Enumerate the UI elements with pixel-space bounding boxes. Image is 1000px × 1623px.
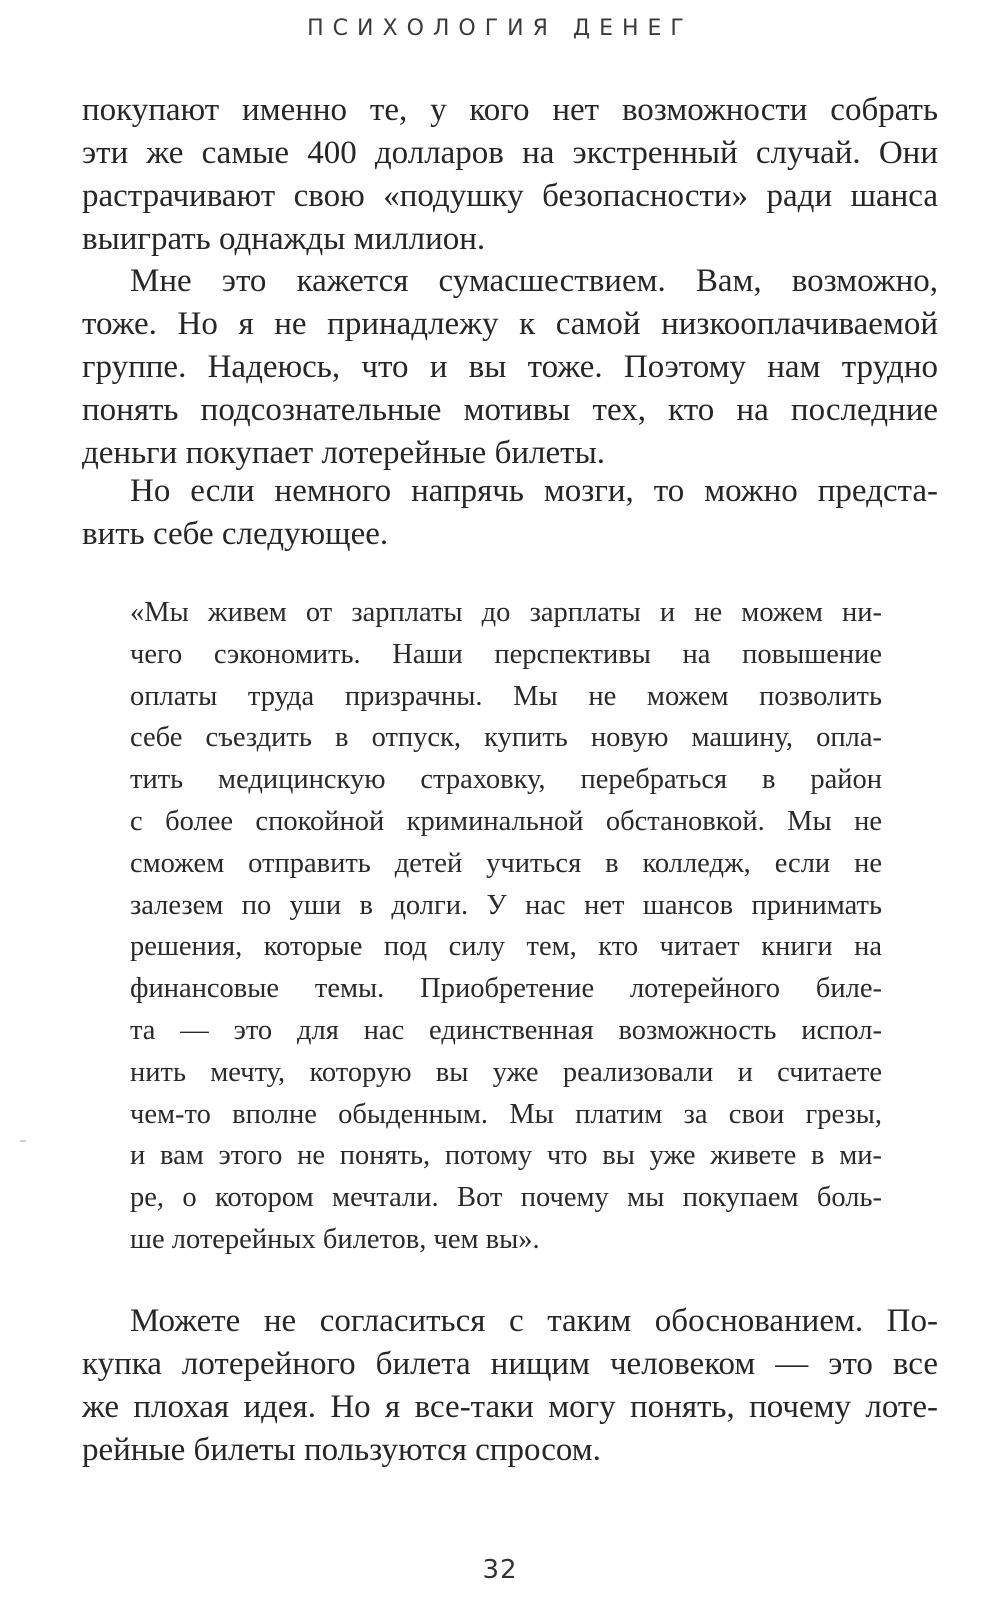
paragraph-line: эти же самые 400 долларов на экстренный случай. Они xyxy=(82,135,938,171)
paragraph-line: покупают именно те, у кого нет возможности собрать xyxy=(82,92,938,128)
quote-line: финансовые темы. Приобретение лотерейного биле- xyxy=(130,973,882,1005)
block-quote xyxy=(130,592,882,1261)
paragraph-3 xyxy=(82,470,938,556)
paragraph-line: же плохая идея. Но я все-таки могу понять, почему лоте- xyxy=(82,1389,938,1425)
paragraph-line: понять подсознательные мотивы тех, кто на последние xyxy=(82,392,938,428)
quote-line: чего сэкономить. Наши перспективы на повышение xyxy=(130,638,882,670)
quote-line: тить медицинскую страховку, перебраться в район xyxy=(130,764,882,796)
quote-line: себе съездить в отпуск, купить новую машину, опла- xyxy=(130,722,882,754)
quote-line: нить мечту, которую вы уже реализовали и считаете xyxy=(130,1056,882,1088)
paragraph-line: растрачивают свою «подушку безопасности» ради шанса xyxy=(82,178,938,214)
paragraph-line: Но если немного напрячь мозги, то можно предста- xyxy=(130,473,938,509)
quote-line: ре, о котором мечтали. Вот почему мы покупаем боль- xyxy=(130,1182,882,1214)
paragraph-line: рейные билеты пользуются спросом. xyxy=(82,1432,601,1468)
quote-line: залезем по уши в долги. У нас нет шансов принимать xyxy=(130,889,882,921)
quote-line: чем-то вполне обыденным. Мы платим за свои грезы, xyxy=(130,1098,882,1130)
quote-line: решения, которые под силу тем, кто читает книги на xyxy=(130,931,882,963)
quote-line: и вам этого не понять, потому что вы уже живете в ми- xyxy=(130,1140,882,1172)
quote-line: ше лотерейных билетов, чем вы». xyxy=(130,1223,540,1255)
margin-mark xyxy=(20,1140,26,1142)
paragraph-1 xyxy=(82,89,938,261)
paragraph-line: группе. Надеюсь, что и вы тоже. Поэтому нам трудно xyxy=(82,349,938,385)
paragraph-line: тоже. Но я не принадлежу к самой низкооплачиваемой xyxy=(82,306,938,342)
paragraph-line: купка лотерейного билета нищим человеком — это все xyxy=(82,1346,938,1382)
paragraph-2 xyxy=(82,260,938,475)
paragraph-4 xyxy=(82,1300,938,1472)
paragraph-line: Мне это кажется сумасшествием. Вам, возможно, xyxy=(130,263,938,299)
page-number: 32 xyxy=(482,1555,518,1585)
paragraph-line: вить себе следующее. xyxy=(82,516,389,552)
running-head: ПСИХОЛОГИЯ ДЕНЕГ xyxy=(307,16,693,41)
paragraph-line: выиграть однажды миллион. xyxy=(82,221,486,257)
paragraph-line: Можете не согласиться с таким обоснованием. По- xyxy=(130,1303,938,1339)
quote-line: с более спокойной криминальной обстановкой. Мы не xyxy=(130,805,882,837)
quote-line: оплаты труда призрачны. Мы не можем позволить xyxy=(130,680,882,712)
quote-line: «Мы живем от зарплаты до зарплаты и не можем ни- xyxy=(130,597,882,628)
paragraph-line: деньги покупает лотерейные билеты. xyxy=(82,435,605,471)
quote-line: та — это для нас единственная возможность испол- xyxy=(130,1014,882,1046)
quote-line: сможем отправить детей учиться в колледж, если не xyxy=(130,847,882,879)
